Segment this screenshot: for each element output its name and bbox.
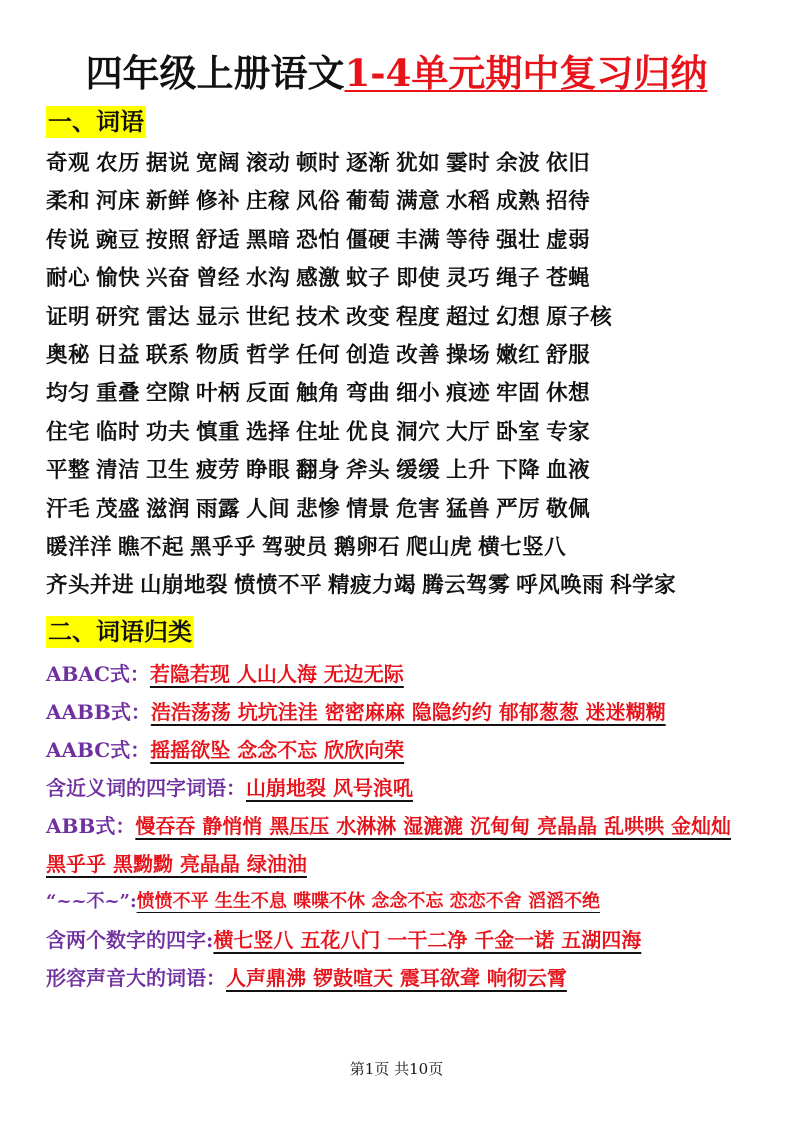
vocab-word: 原子核 xyxy=(546,304,613,330)
title-part2: 1-4单元期中复习归纳 xyxy=(344,51,708,95)
vocab-word: 成熟 xyxy=(496,189,541,215)
vocab-word: 触角 xyxy=(296,381,341,407)
vocab-word: 反面 xyxy=(246,381,291,407)
vocab-row xyxy=(46,260,766,298)
vocab-word: 猛兽 xyxy=(446,496,491,522)
vocab-word: 改善 xyxy=(396,342,441,368)
category-item xyxy=(46,807,756,883)
vocab-word: 血液 xyxy=(546,458,591,484)
vocab-word: 专家 xyxy=(546,419,591,445)
vocab-word: 科学家 xyxy=(610,573,677,599)
vocab-word: 依旧 xyxy=(546,151,591,176)
vocab-word: 豌豆 xyxy=(96,227,141,253)
vocab-word: 日益 xyxy=(96,342,141,368)
vocab-word: 叶柄 xyxy=(196,381,241,407)
vocab-word: 愉快 xyxy=(96,266,141,292)
vocab-word: 滚动 xyxy=(246,151,291,176)
vocab-word: 舒适 xyxy=(196,227,241,253)
vocab-word: 传说 xyxy=(46,227,91,253)
vocab-word: 联系 xyxy=(146,342,191,368)
vocab-word: 蚊子 xyxy=(346,266,391,292)
vocab-word: 等待 xyxy=(446,227,491,253)
vocab-word: 斧头 xyxy=(346,458,391,484)
vocab-word: 柔和 xyxy=(46,189,91,215)
category-item xyxy=(46,769,756,807)
category-label: “~~不~”: xyxy=(46,891,137,912)
vocab-word: 僵硬 xyxy=(346,227,391,253)
vocab-word: 暖洋洋 xyxy=(46,534,113,560)
category-label: 含两个数字的四字: xyxy=(46,928,214,952)
vocab-word: 黑乎乎 xyxy=(190,534,257,560)
vocab-word: 风俗 xyxy=(296,189,341,215)
vocab-word: 霎时 xyxy=(446,151,491,176)
vocab-word: 人间 xyxy=(246,496,291,522)
vocab-row xyxy=(46,452,766,490)
vocab-word: 虚弱 xyxy=(546,227,591,253)
vocab-word: 河床 xyxy=(96,189,141,215)
vocab-word: 水沟 xyxy=(246,266,291,292)
category-words: 若隐若现 人山人海 无边无际 xyxy=(149,662,404,686)
vocab-word: 爬山虎 xyxy=(406,534,473,560)
vocab-word: 卧室 xyxy=(496,419,541,445)
vocab-word: 恐怕 xyxy=(296,227,341,253)
vocab-word: 汗毛 xyxy=(46,496,91,522)
vocab-word: 耐心 xyxy=(46,266,91,292)
vocab-word: 余波 xyxy=(496,151,541,176)
vocab-word: 任何 xyxy=(296,342,341,368)
vocab-row xyxy=(46,183,766,221)
vocab-word: 敬佩 xyxy=(546,496,591,522)
vocab-word: 横七竖八 xyxy=(478,534,567,560)
vocab-word: 宽阔 xyxy=(196,151,241,176)
vocab-word: 技术 xyxy=(296,304,341,330)
category-label: ABAC式： xyxy=(46,662,150,686)
category-words: 人声鼎沸 锣鼓喧天 震耳欲聋 响彻云霄 xyxy=(226,966,567,990)
vocab-word: 奇观 xyxy=(46,151,91,176)
vocab-word: 茂盛 xyxy=(96,496,141,522)
vocab-word: 显示 xyxy=(196,304,241,330)
vocab-word: 卫生 xyxy=(146,458,191,484)
vocab-row xyxy=(46,222,766,260)
category-words: 愤愤不平 生生不息 喋喋不休 念念不忘 恋恋不舍 滔滔不绝 xyxy=(136,891,600,912)
vocab-word: 细小 xyxy=(396,381,441,407)
vocab-word: 庄稼 xyxy=(246,189,291,215)
vocab-word: 即使 xyxy=(396,266,441,292)
page-footer: 第1页 共10页 xyxy=(349,1060,444,1078)
category-label: 形容声音大的词语： xyxy=(46,966,226,990)
vocab-word: 雨露 xyxy=(196,496,241,522)
vocab-word: 新鲜 xyxy=(146,189,191,215)
vocab-word: 绳子 xyxy=(496,266,541,292)
vocab-word: 据说 xyxy=(146,151,191,176)
category-item xyxy=(46,655,756,693)
vocab-word: 休想 xyxy=(546,381,591,407)
vocab-row xyxy=(46,375,766,413)
vocab-word: 选择 xyxy=(246,419,291,445)
category-item xyxy=(46,693,756,731)
vocabulary-list xyxy=(46,145,766,606)
vocab-word: 顿时 xyxy=(296,151,341,176)
vocab-word: 危害 xyxy=(396,496,441,522)
vocab-word: 上升 xyxy=(446,458,491,484)
category-label: AABB式： xyxy=(46,700,151,724)
vocab-word: 疲劳 xyxy=(196,458,241,484)
vocab-word: 瞧不起 xyxy=(118,534,185,560)
section-heading-vocabulary: 一、词语 xyxy=(48,107,144,136)
vocab-word: 大厅 xyxy=(446,419,491,445)
vocab-word: 农历 xyxy=(96,151,141,176)
vocab-word: 翻身 xyxy=(296,458,341,484)
vocab-word: 鹅卵石 xyxy=(334,534,401,560)
vocab-word: 程度 xyxy=(396,304,441,330)
vocab-word: 嫩红 xyxy=(496,342,541,368)
vocab-word: 缓缓 xyxy=(396,458,441,484)
vocab-word: 按照 xyxy=(146,227,191,253)
title-part1: 四年级上册语文 xyxy=(85,51,345,95)
vocab-word: 修补 xyxy=(196,189,241,215)
vocab-word: 牢固 xyxy=(496,381,541,407)
vocab-word: 招待 xyxy=(546,189,591,215)
vocab-row xyxy=(46,414,766,452)
vocab-word: 丰满 xyxy=(396,227,441,253)
vocab-row xyxy=(46,299,766,337)
vocab-word: 齐头并进 xyxy=(46,573,135,599)
page-title xyxy=(0,48,793,98)
vocab-word: 临时 xyxy=(96,419,141,445)
category-label: AABC式： xyxy=(46,738,151,762)
category-item xyxy=(46,883,756,921)
vocab-word: 平整 xyxy=(46,458,91,484)
category-words: 山崩地裂 风号浪吼 xyxy=(246,776,413,800)
vocab-word: 慎重 xyxy=(196,419,241,445)
vocab-word: 逐渐 xyxy=(346,151,391,176)
vocab-word: 重叠 xyxy=(96,381,141,407)
vocab-row xyxy=(46,491,766,529)
vocab-word: 灵巧 xyxy=(446,266,491,292)
vocab-word: 功夫 xyxy=(146,419,191,445)
vocab-word: 优良 xyxy=(346,419,391,445)
vocab-word: 呼风唤雨 xyxy=(516,573,605,599)
vocab-word: 证明 xyxy=(46,304,91,330)
vocab-word: 黑暗 xyxy=(246,227,291,253)
vocab-word: 悲惨 xyxy=(296,496,341,522)
vocab-word: 弯曲 xyxy=(346,381,391,407)
vocab-word: 物质 xyxy=(196,342,241,368)
category-words: 横七竖八 五花八门 一干二净 千金一诺 五湖四海 xyxy=(213,928,642,952)
vocab-row xyxy=(46,337,766,375)
vocab-word: 操场 xyxy=(446,342,491,368)
vocab-word: 改变 xyxy=(346,304,391,330)
vocab-row xyxy=(46,145,766,183)
category-list xyxy=(46,655,756,997)
vocab-word: 犹如 xyxy=(396,151,441,176)
vocab-word: 腾云驾雾 xyxy=(422,573,511,599)
vocab-word: 满意 xyxy=(396,189,441,215)
vocab-word: 下降 xyxy=(496,458,541,484)
vocab-word: 滋润 xyxy=(146,496,191,522)
vocab-word: 幻想 xyxy=(496,304,541,330)
category-item xyxy=(46,921,756,959)
category-label: ABB式： xyxy=(46,814,136,838)
vocab-word: 研究 xyxy=(96,304,141,330)
category-item xyxy=(46,731,756,769)
vocab-word: 情景 xyxy=(346,496,391,522)
vocab-word: 严厉 xyxy=(496,496,541,522)
category-words: 浩浩荡荡 坑坑洼洼 密密麻麻 隐隐约约 郁郁葱葱 迷迷糊糊 xyxy=(150,700,666,724)
vocab-row xyxy=(46,529,766,567)
category-item xyxy=(46,959,756,997)
vocab-word: 哲学 xyxy=(246,342,291,368)
vocab-word: 痕迹 xyxy=(446,381,491,407)
section-heading-categories: 二、词语归类 xyxy=(48,617,192,646)
vocab-word: 苍蝇 xyxy=(546,266,591,292)
vocab-word: 舒服 xyxy=(546,342,591,368)
vocab-word: 感激 xyxy=(296,266,341,292)
vocab-word: 曾经 xyxy=(196,266,241,292)
vocab-word: 奥秘 xyxy=(46,342,91,368)
vocab-word: 清洁 xyxy=(96,458,141,484)
vocab-word: 愤愤不平 xyxy=(234,573,323,599)
vocab-word: 葡萄 xyxy=(346,189,391,215)
vocab-row xyxy=(46,567,766,605)
vocab-word: 山崩地裂 xyxy=(140,573,229,599)
category-label: 含近义词的四字词语： xyxy=(46,776,246,800)
vocab-word: 住址 xyxy=(296,419,341,445)
vocab-word: 水稻 xyxy=(446,189,491,215)
vocab-word: 超过 xyxy=(446,304,491,330)
vocab-word: 精疲力竭 xyxy=(328,573,417,599)
vocab-word: 兴奋 xyxy=(146,266,191,292)
category-words: 摇摇欲坠 念念不忘 欣欣向荣 xyxy=(150,738,405,762)
vocab-word: 强壮 xyxy=(496,227,541,253)
vocab-word: 雷达 xyxy=(146,304,191,330)
category-words: 慢吞吞 静悄悄 黑压压 水淋淋 湿漉漉 沉甸甸 亮晶晶 乱哄哄 金灿灿 黑乎乎 黑黝黝 亮晶晶 绿油油 xyxy=(46,814,732,876)
vocab-word: 洞穴 xyxy=(396,419,441,445)
vocab-word: 驾驶员 xyxy=(262,534,329,560)
vocab-word: 世纪 xyxy=(246,304,291,330)
vocab-word: 创造 xyxy=(346,342,391,368)
vocab-word: 住宅 xyxy=(46,419,91,445)
vocab-word: 睁眼 xyxy=(246,458,291,484)
vocab-word: 均匀 xyxy=(46,381,91,407)
vocab-word: 空隙 xyxy=(146,381,191,407)
